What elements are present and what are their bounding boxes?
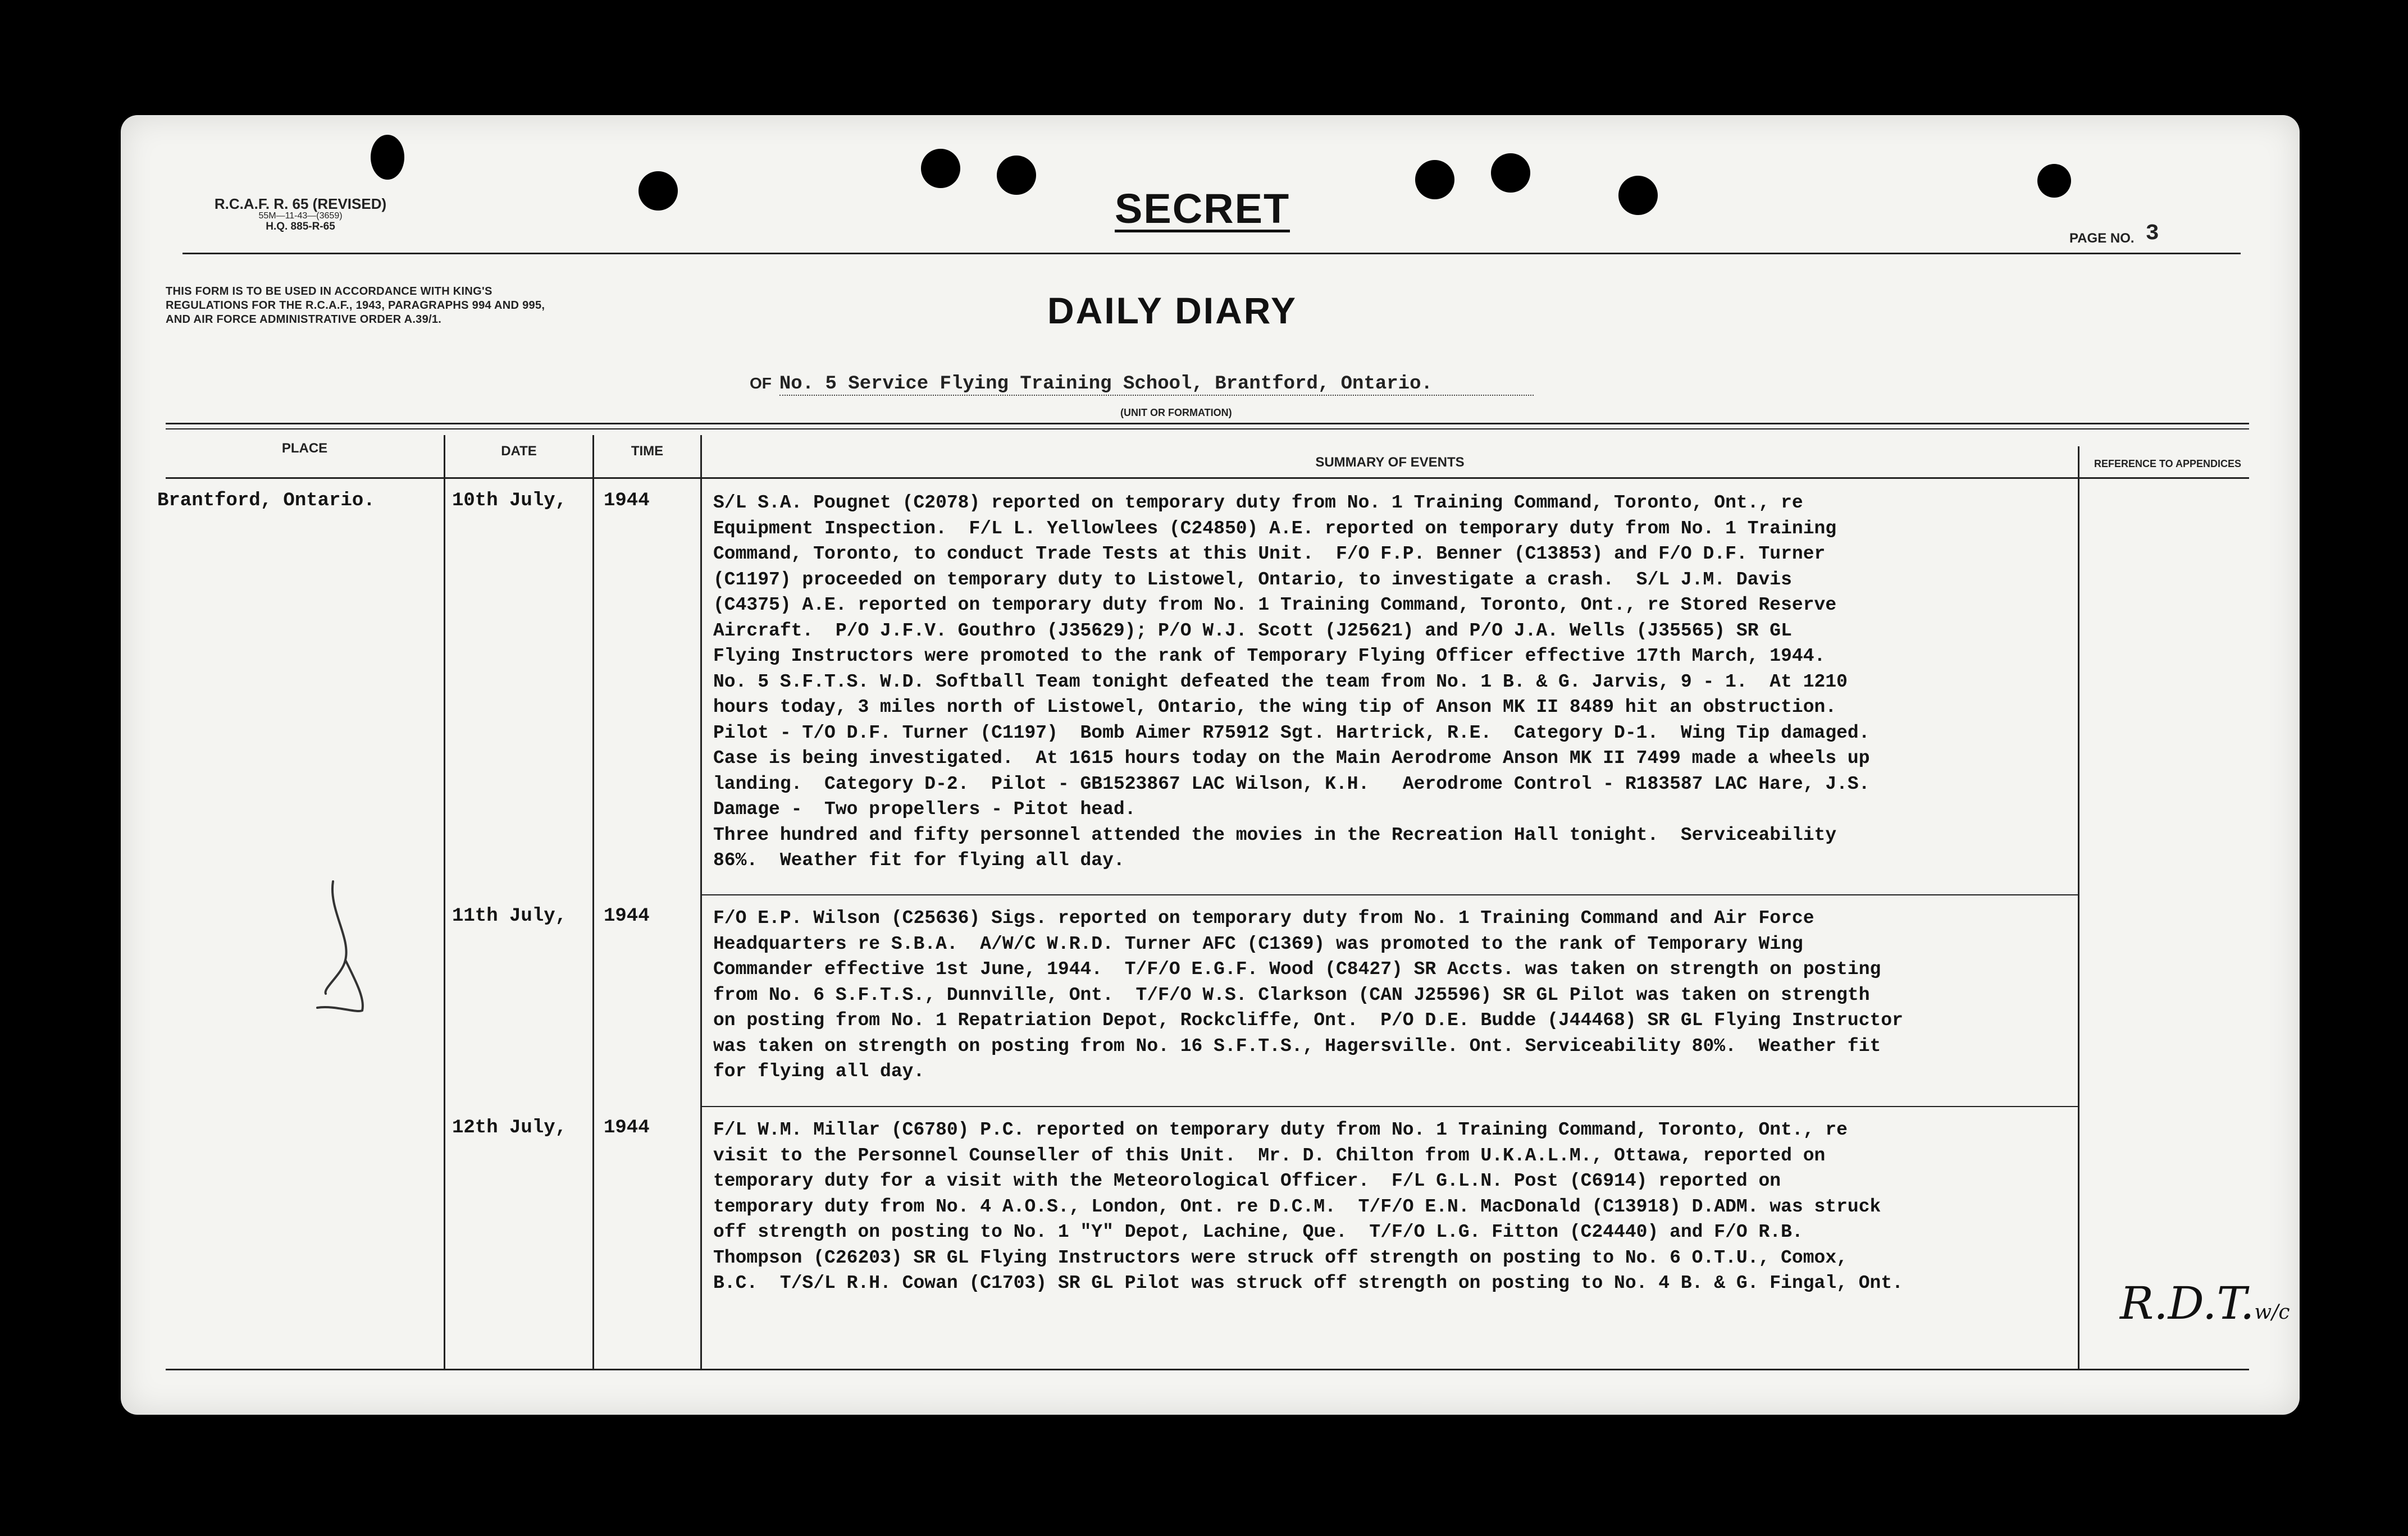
page-number-label: PAGE NO. [2069,231,2135,246]
table-top-rule [166,423,2249,424]
form-reference [183,196,418,232]
initials-suffix: w/c [2254,1301,2290,1324]
of-label: OF [750,374,772,392]
entry-date: 12th July, [452,1117,567,1139]
punch-hole [1415,160,1454,199]
entry-summary: F/L W.M. Millar (C6780) P.C. reported on temporary duty from No. 1 Training Command, Toronto, Ont., re visit to the Personnel Counseller of this Unit. Mr. D. Chilton from U.K.A.L.M., Ottawa, reported on temporary duty for a visit with the Meteorological Officer. F/L G.L.N. Post (C6914) reported on temporary duty from No. 4 A.O.S., London, Ont. re D.C.M. T/F/O E.N. MacDonald (C13918) D.ADM. was struck off strength on posting to No. 1 "Y" Depot, Lachine, Que. T/F/O L.G. Fitton (C24440) and F/O R.B. Thompson (C26203) SR GL Flying Instructors were struck off strength on posting to No. 6 O.T.U., Comox, B.C. T/S/L R.H. Cowan (C1703) SR GL Pilot was struck off strength on posting to No. 4 B. & G. Fingal, Ont. [713,1119,1903,1293]
column-divider [700,435,702,1370]
handwritten-tick-mark [312,876,379,1022]
column-divider [444,435,445,1370]
entry-time: 1944 [604,906,650,927]
classification-heading: SECRET [1115,185,1290,232]
page-number-field [2069,221,2159,250]
column-divider [592,435,594,1370]
header-rule [183,253,2241,254]
punch-hole [997,156,1036,195]
punch-hole [2037,164,2071,198]
punch-hole [1618,176,1658,215]
column-header-time: TIME [631,444,664,459]
entry-time: 1944 [604,1117,650,1139]
entry-date: 11th July, [452,906,567,927]
punch-hole [921,149,960,188]
row-divider [702,1106,2078,1107]
column-header-summary: SUMMARY OF EVENTS [1315,455,1465,470]
initials-text: R.D.T. [2120,1277,2255,1329]
table-bottom-rule [166,1369,2249,1370]
unit-name: No. 5 Service Flying Training School, Brantford, Ontario. [779,373,1534,396]
unit-line [750,373,1534,396]
punch-hole [371,135,404,180]
column-header-reference: REFERENCE TO APPENDICES [2094,458,2242,469]
diary-page [121,115,2300,1415]
unit-caption: (UNIT OR FORMATION) [1120,407,1232,418]
column-header-date: DATE [501,444,537,459]
entry-place: Brantford, Ontario. [157,490,375,511]
punch-hole [1491,153,1530,193]
form-number: R.C.A.F. R. 65 (REVISED) [214,195,387,212]
column-header-place: PLACE [281,441,328,456]
entry-summary: F/O E.P. Wilson (C25636) Sigs. reported on temporary duty from No. 1 Training Command and Air Force Headquarters re S.B.A. A/W/C W.R.D. Turner AFC (C1369) was promoted to the rank of Temporary Wing Commander effective 1st June, 1944. T/F/O E.G.F. Wood (C8427) SR Accts. was taken on strength on posting from No. 6 S.F.T.S., Dunnville, Ont. T/F/O W.S. Clarkson (CAN J25596) SR GL Pilot was taken on strength on posting from No. 1 Repatriation Depot, Rockcliffe, Ont. P/O D.E. Budde (J44468) SR GL Flying Instructor was taken on strength on posting from No. 16 S.F.T.S., Hagersville. Ont. Serviceability 80%. Weather fit for flying all day. [713,908,1903,1082]
regulations-note: THIS FORM IS TO BE USED IN ACCORDANCE WITH KING'S REGULATIONS FOR THE R.C.A.F., 1943, PARAGRAPHS 994 AND 995, AND AIR FORCE ADMINISTRATIVE ORDER A.39/1. [166,285,545,326]
entry-time: 1944 [604,490,650,511]
page-title: DAILY DIARY [1047,290,1297,331]
table-top-rule [166,428,2249,429]
entry-summary: S/L S.A. Pougnet (C2078) reported on temporary duty from No. 1 Training Command, Toronto, Ont., re Equipment Inspection. F/L L. Yellowlees (C24850) A.E. reported on temporary duty from No. 1 Training Command, Toronto, to conduct Trade Tests at this Unit. F/O F.P. Benner (C13853) and F/O D.F. Turner (C1197) proceeded on temporary duty to Listowel, Ontario, to investigate a crash. S/L J.M. Davis (C4375) A.E. reported on temporary duty from No. 1 Training Command, Toronto, Ont., re Stored Reserve Aircraft. P/O J.F.V. Gouthro (J35629); P/O W.J. Scott (J25621) and P/O J.A. Wells (J35565) SR GL Flying Instructors were promoted to the rank of Temporary Flying Officer effective 17th March, 1944. No. 5 S.F.T.S. W.D. Softball Team tonight defeated the team from No. 1 B. & G. Jarvis, 9 - 1. At 1210 hours today, 3 miles north of Listowel, Ontario, the wing tip of Anson MK II 8489 hit an obstruction. Pilot - T/O D.F. Turner (C1197) Bomb Aimer R75912 Sgt. Hartrick, R.E. Category D-1. Wing Tip damaged. Case is being investigated. At 1615 hours today on the Main Aerodrome Anson MK II 7499 made a wheels up landing. Category D-2. Pilot - GB1523867 LAC Wilson, K.H. Aerodrome Control - R183587 LAC Hare, J.S. Damage - Two propellers - Pitot head. Three hundred and fifty personnel attended the movies in the Recreation Hall tonight. Serviceability 86%. Weather fit for flying all day. [713,492,1870,871]
row-divider [702,894,2078,895]
header-bottom-rule [166,477,2249,479]
entry-date: 10th July, [452,490,567,511]
hq-reference: H.Q. 885-R-65 [266,221,335,233]
page-number: 3 [2145,221,2159,246]
punch-hole [639,171,678,211]
print-code: 55M—11-43—(3659) [258,211,343,221]
handwritten-initials [2120,1277,2290,1329]
